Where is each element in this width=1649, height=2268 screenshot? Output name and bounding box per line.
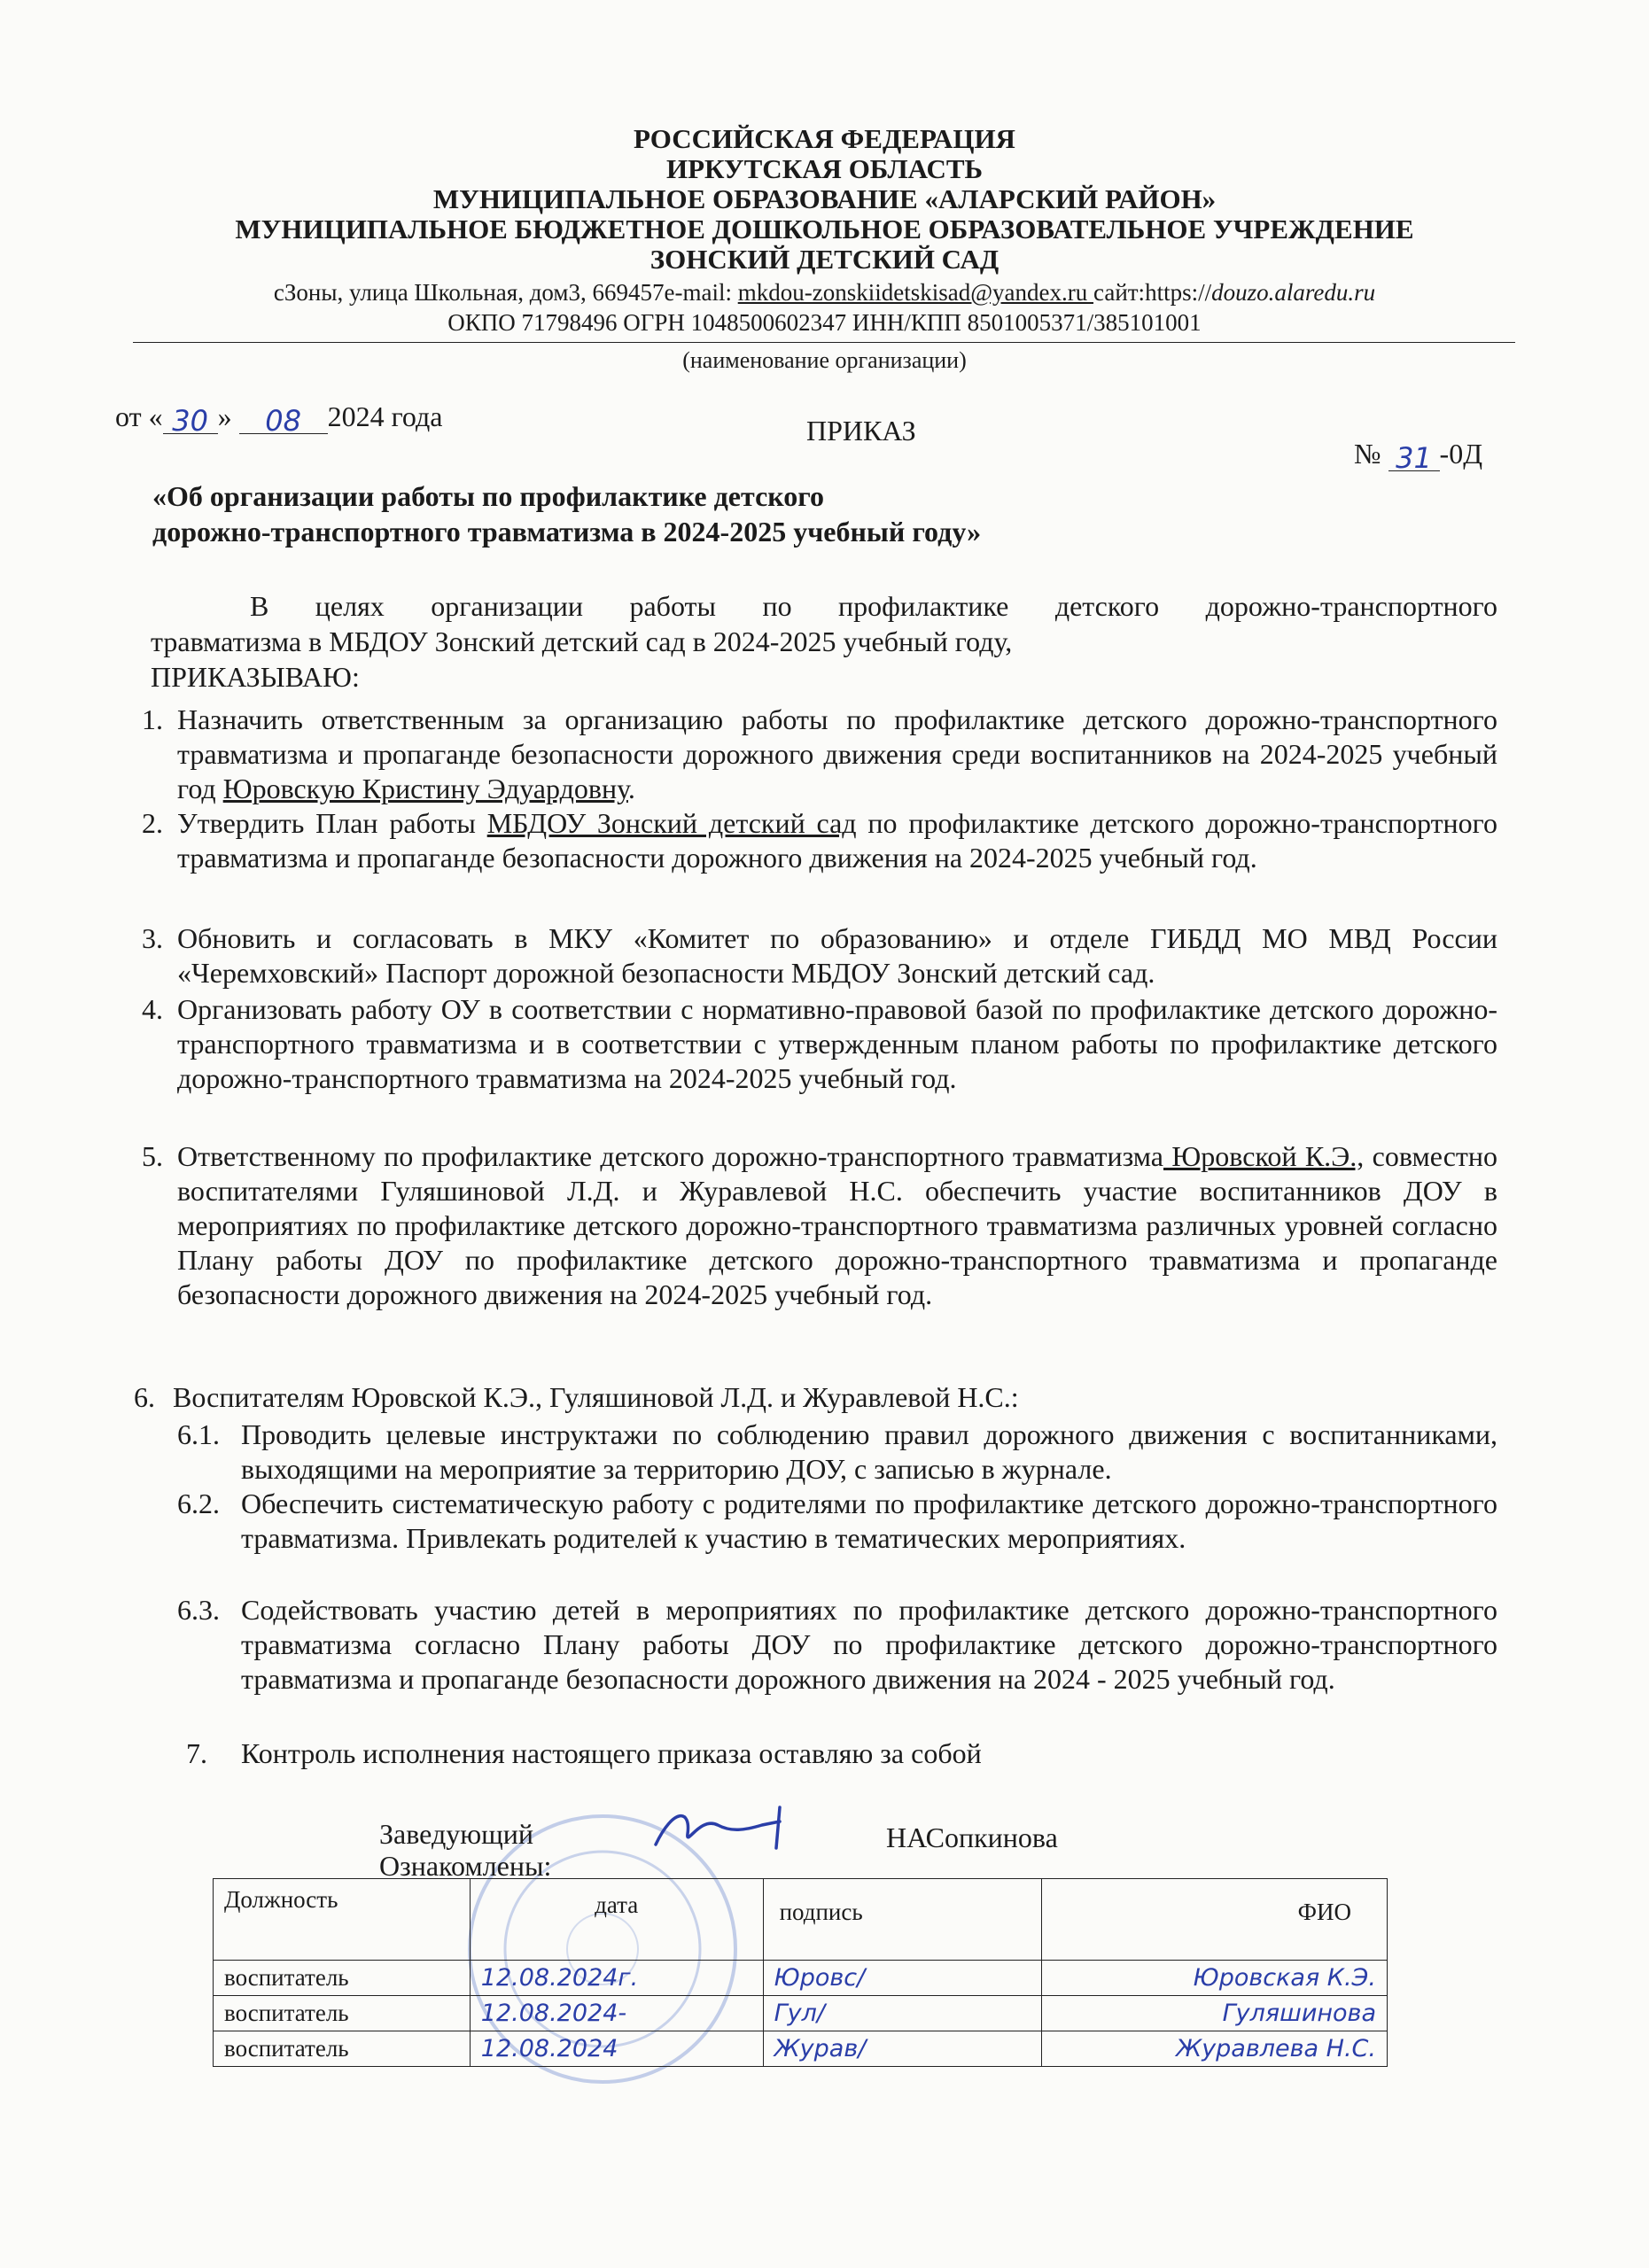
item-number: 7. [186,1737,207,1769]
number-sign: № [1354,438,1381,470]
row-position: воспитатель [214,1996,471,2031]
item-number: 6.3. [177,1594,220,1626]
item-number: 1. [142,703,163,735]
site-link[interactable]: douzo.alaredu.ru [1211,279,1376,306]
order-item-3 [142,921,1497,990]
header-signature: подпись [763,1879,1042,1961]
item-text: Обеспечить систематическую работу с родителями по профилактике детского дорожно-транспортного травматизма. Привлекать родителей к участию в тематических мероприятиях. [241,1487,1497,1554]
order-item-5 [142,1139,1498,1312]
region-heading: ИРКУТСКАЯ ОБЛАСТЬ [665,153,984,184]
intro-line-1: В целях организации работы по профилактике детского дорожно-транспортного [250,590,1497,622]
director-name: НАСопкинова [886,1821,1058,1853]
acknowledgement-table [213,1878,1388,2067]
acquainted-label: Ознакомлены: [379,1850,552,1882]
header-date: дата [470,1879,763,1961]
item-text: Назначить ответственным за организацию работы по профилактике детского дорожно-транспортного травматизма и пропаганде безопасности дорожного движения среди воспитанников на 2024-2025 учебный год [177,703,1497,804]
registration-codes: ОКПО 71798496 ОГРН 1048500602347 ИНН/КПП 8501005371/385101001 [447,309,1202,336]
command-word: ПРИКАЗЫВАЮ: [151,661,360,693]
subject-line-1: «Об организации работы по профилактике детского [152,480,825,512]
row-fio: Юровская К.Э. [1042,1961,1388,1996]
order-date [115,399,443,438]
order-item-6-2 [177,1487,1497,1556]
email-link[interactable]: mkdou-zonskiidetskisad@yandex.ru [737,279,1094,306]
table-header-row [214,1879,1388,1961]
header-position: Должность [214,1879,471,1961]
date-month-field [239,403,328,438]
row-fio: Журавлева Н.С. [1042,2031,1388,2067]
item-text: Контроль исполнения настоящего приказа оставляю за собой [241,1737,982,1769]
item-number: 6.2. [177,1487,220,1519]
item-text: по профилактике детского дорожно-транспортного травматизма и пропаганде безопасности дорожного движения на 2024-2025 учебный год. [177,807,1498,874]
item-number: 3. [142,922,163,954]
table-row [214,1961,1388,1996]
order-item-6-1 [177,1418,1497,1487]
item-text: Воспитателям Юровской К.Э., Гуляшиновой Л.Д. и Журавлевой Н.С.: [173,1381,1019,1413]
date-day-field [163,403,218,438]
item-text: Проводить целевые инструктажи по соблюдению правил дорожного движения с воспитанниками, выходящими на мероприятие за территорию ДОУ, с записью в журнале. [241,1418,1497,1485]
item-end: . [627,773,635,804]
item-text: Утвердить План работы [177,807,487,839]
address-text: сЗоны, улица Школьная, дом3, 669457e-mail: [273,279,738,306]
order-subject [152,478,981,549]
institution-type-heading: МУНИЦИПАЛЬНОЕ БЮДЖЕТНОЕ ДОШКОЛЬНОЕ ОБРАЗОВАТЕЛЬНОЕ УЧРЕЖДЕНИЕ [235,214,1414,245]
row-date: 12.08.2024 [470,2031,763,2067]
municipality-heading: МУНИЦИПАЛЬНОЕ ОБРАЗОВАНИЕ «АЛАРСКИЙ РАЙОН» [432,183,1217,214]
number-field [1388,440,1440,475]
date-mid: » [217,400,232,432]
org-caption: (наименование организации) [682,347,967,373]
table-row [214,2031,1388,2067]
item-number: 2. [142,807,163,839]
row-date: 12.08.2024- [470,1996,763,2031]
responsible-person: Юровской К.Э., [1163,1140,1365,1172]
item-text: Содействовать участию детей в мероприятиях по профилактике детского дорожно-транспортного травматизма согласно Плану работы ДОУ по профилактике детского дорожно-транспортного травматизма и пропаганде безопасности дорожного движения на 2024 - 2025 учебный год. [241,1594,1497,1695]
responsible-person: Юровскую Кристину Эдуардовну [222,773,628,804]
table-row [214,1996,1388,2031]
date-month: 08 [265,404,301,438]
order-number [1354,436,1483,475]
row-fio: Гуляшинова [1042,1996,1388,2031]
item-text: Организовать работу ОУ в соответствии с нормативно-правовой базой по профилактике детского дорожно-транспортного травматизма и в соответствии с утвержденным планом работы по профилактике детского дорожно-транспортного травматизма на 2024-2025 учебный год. [177,993,1497,1094]
order-item-2 [142,806,1498,875]
row-signature: Юровс/ [763,1961,1042,1996]
item-text: Ответственному по профилактике детского дорожно-транспортного травматизма [177,1140,1163,1172]
director-signature-icon [647,1798,833,1860]
country-heading: РОССИЙСКАЯ ФЕДЕРАЦИЯ [634,123,1015,154]
intro-line-2: травматизма в МБДОУ Зонский детский сад в 2024-2025 учебный году, [151,625,1013,657]
header-rule [133,342,1515,343]
contact-line [0,278,1649,307]
item-text: Обновить и согласовать в МКУ «Комитет по образованию» и отделе ГИБДД МО МВД России «Черемховский» Паспорт дорожной безопасности МБДОУ Зонский детский сад. [177,922,1497,989]
row-signature: Журав/ [763,2031,1042,2067]
item-number: 6. [134,1381,155,1413]
institution-name-heading: ЗОНСКИЙ ДЕТСКИЙ САД [649,244,1000,275]
date-day: 30 [172,404,208,438]
item-number: 5. [142,1140,163,1172]
order-item-6-3 [177,1593,1497,1697]
header-fio: ФИО [1042,1879,1388,1961]
date-prefix: от « [115,400,163,432]
row-signature: Гул/ [763,1996,1042,2031]
subject-line-2: дорожно-транспортного травматизма в 2024-2025 учебный году» [152,516,982,548]
row-position: воспитатель [214,2031,471,2067]
order-item-6 [134,1380,1497,1415]
number-suffix: -0Д [1439,438,1483,470]
item-number: 6.1. [177,1418,220,1450]
order-number-value: 31 [1396,441,1432,475]
date-year: 2024 года [327,400,443,432]
site-label: сайт:https:// [1093,279,1212,306]
order-title: ПРИКАЗ [806,415,916,447]
order-item-4 [142,992,1497,1096]
order-item-7 [186,1736,1497,1771]
item-text: совместно воспитателями Гуляшиновой Л.Д. и Журавлевой Н.С. обеспечить участие воспитанников ДОУ в мероприятиях по профилактике детского дорожно-транспортного травматизма различных уровней согласно Плану работы ДОУ по профилактике детского дорожно-транспортного травматизма и пропаганде безопасности дорожного движения на 2024-2025 учебный год. [177,1140,1498,1310]
org-name: МБДОУ Зонский детский сад [486,807,857,839]
director-role: Заведующий [379,1818,534,1850]
item-number: 4. [142,993,163,1025]
row-position: воспитатель [214,1961,471,1996]
order-item-1 [142,703,1497,806]
row-date: 12.08.2024г. [470,1961,763,1996]
